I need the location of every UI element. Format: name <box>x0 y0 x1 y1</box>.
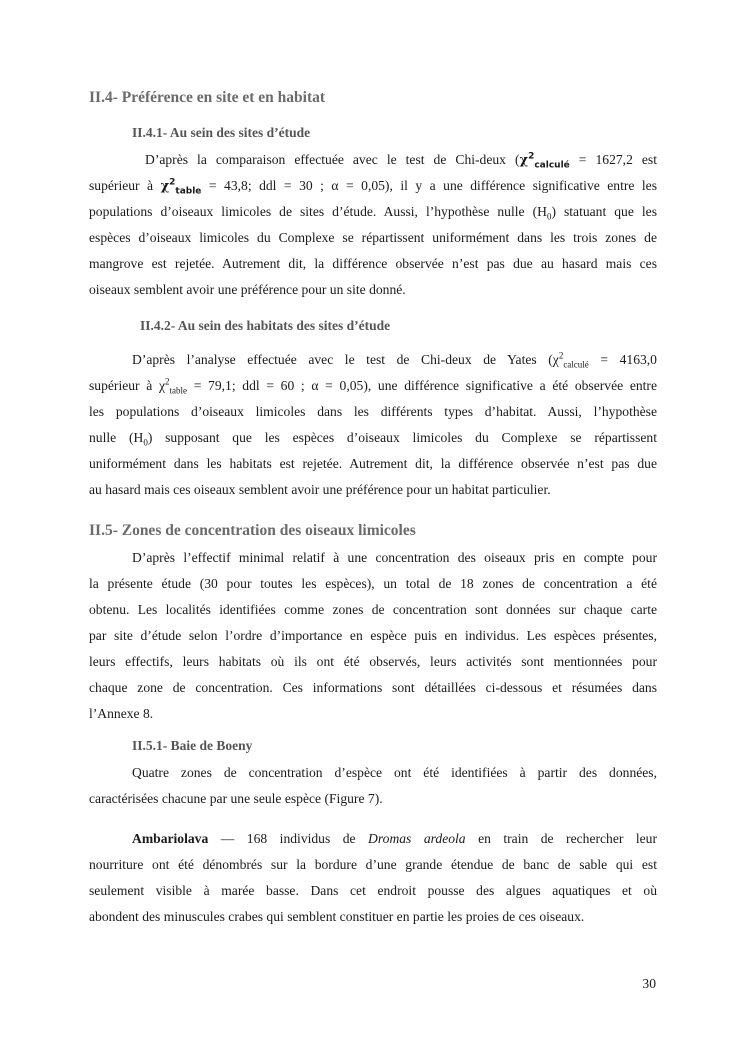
chi-exponent: 2 <box>558 350 564 361</box>
paragraph-II41 <box>89 147 657 303</box>
paragraph-II42 <box>89 347 657 503</box>
text-line: les populations d’oiseaux limicoles dans les différents types d’habitat. Aussi, l’hypothèse <box>89 404 657 419</box>
chi-symbol: χ <box>519 153 529 168</box>
text-segment: = 79,1; ddl = 60 ; α = 0,05), une différence significative a été observée entre <box>187 378 657 393</box>
chi-exponent: 2 <box>169 177 176 188</box>
text-segment: = 43,8; ddl = 30 ; α = 0,05), il y a une différence significative entre les <box>201 178 657 193</box>
chi-subscript-table: table <box>169 385 188 396</box>
chi-symbol: χ <box>160 179 170 194</box>
chi-exponent: 2 <box>165 376 170 387</box>
text-line: au hasard mais ces oiseaux semblent avoir une préférence pour un habitat particulier. <box>89 482 551 497</box>
text-line: caractérisées chacune par une seule espèce (Figure 7). <box>89 791 383 806</box>
chi-subscript-calcule: calculé <box>563 359 589 370</box>
h-subscript: 0 <box>143 437 148 448</box>
paragraph-ambariolava <box>89 826 657 930</box>
section-heading-II5: II.5- Zones de concentration des oiseaux limicoles <box>89 522 416 539</box>
text-line: seulement visible à marée basse. Dans cet endroit pousse des algues aquatiques et où <box>89 883 657 898</box>
text-line: chaque zone de concentration. Ces informations sont détaillées ci-dessous et résumées dans <box>89 680 657 695</box>
h-subscript: 0 <box>546 211 552 222</box>
paragraph-II5 <box>89 545 657 727</box>
text-segment: — 168 individus de <box>208 831 369 846</box>
chi-exponent: 2 <box>528 151 535 162</box>
section-heading-II4: II.4- Préférence en site et en habitat <box>89 89 326 106</box>
text-line: oiseaux semblent avoir une préférence pour un site donné. <box>89 282 406 297</box>
text-line: abondent des minuscules crabes qui semblent constituer en partie les proies de ces oiseaux. <box>89 909 585 924</box>
chi-symbol: χ <box>552 352 559 367</box>
subsection-heading-II41: II.4.1- Au sein des sites d’étude <box>132 125 311 140</box>
text-segment: = 1627,2 est <box>569 152 657 167</box>
subsection-heading-II51: II.5.1- Baie de Boeny <box>132 738 253 753</box>
text-segment: D’après l’analyse effectuée avec le test de Chi-deux de Yates ( <box>132 352 553 367</box>
chi-subscript-table: table <box>175 186 202 197</box>
text-line: mangrove est rejetée. Autrement dit, la différence observée n’est pas due au hasard mais ces <box>89 256 657 271</box>
text-line: par site d’étude selon l’ordre d’importance en espèce puis en individus. Les espèces présentes, <box>89 628 657 643</box>
text-segment: en train de rechercher leur <box>465 831 657 846</box>
text-line: obtenu. Les localités identifiées comme zones de concentration sont données sur chaque carte <box>89 602 657 617</box>
chi-subscript-calcule: calculé <box>534 160 570 171</box>
text-segment: supérieur à <box>89 378 159 393</box>
text-segment: nulle (H <box>89 430 144 445</box>
subsection-heading-II42: II.4.2- Au sein des habitats des sites d’étude <box>140 318 391 333</box>
text-line: la présente étude (30 pour toutes les espèces), un total de 18 zones de concentration a été <box>89 576 657 591</box>
text-segment: Quatre zones de concentration d’espèce ont été identifiées à partir des données, <box>132 765 657 780</box>
place-name-ambariolava: Ambariolava <box>132 831 209 846</box>
chi-symbol: χ <box>158 378 166 393</box>
text-segment: D’après l’effectif minimal relatif à une concentration des oiseaux pris en compte pour <box>132 550 657 565</box>
species-name: Dromas ardeola <box>368 831 466 846</box>
text-segment: ) supposant que les espèces d’oiseaux limicoles du Complexe se répartissent <box>147 430 657 445</box>
text-segment: ) statuant que les <box>551 204 657 219</box>
text-line: l’Annexe 8. <box>89 706 154 721</box>
text-segment: = 4163,0 <box>588 352 657 367</box>
text-segment: populations d’oiseaux limicoles de sites d’étude. Aussi, l’hypothèse nulle (H <box>89 204 547 219</box>
text-line: uniformément dans les habitats est rejetée. Autrement dit, la différence observée n’est pas due <box>89 456 657 471</box>
text-segment: supérieur à <box>89 178 161 193</box>
text-line: nourriture ont été dénombrés sur la bordure d’une grande étendue de banc de sable qui est <box>89 857 657 872</box>
text-segment: D’après la comparaison effectuée avec le test de Chi-deux ( <box>145 152 520 167</box>
paragraph-II51 <box>89 760 657 812</box>
text-line: leurs effectifs, leurs habitats où ils ont été observés, leurs activités sont mentionnées pour <box>89 654 657 669</box>
page-number: 30 <box>642 976 656 991</box>
text-line: espèces d’oiseaux limicoles du Complexe se répartissent uniformément dans les trois zones de <box>89 230 657 245</box>
